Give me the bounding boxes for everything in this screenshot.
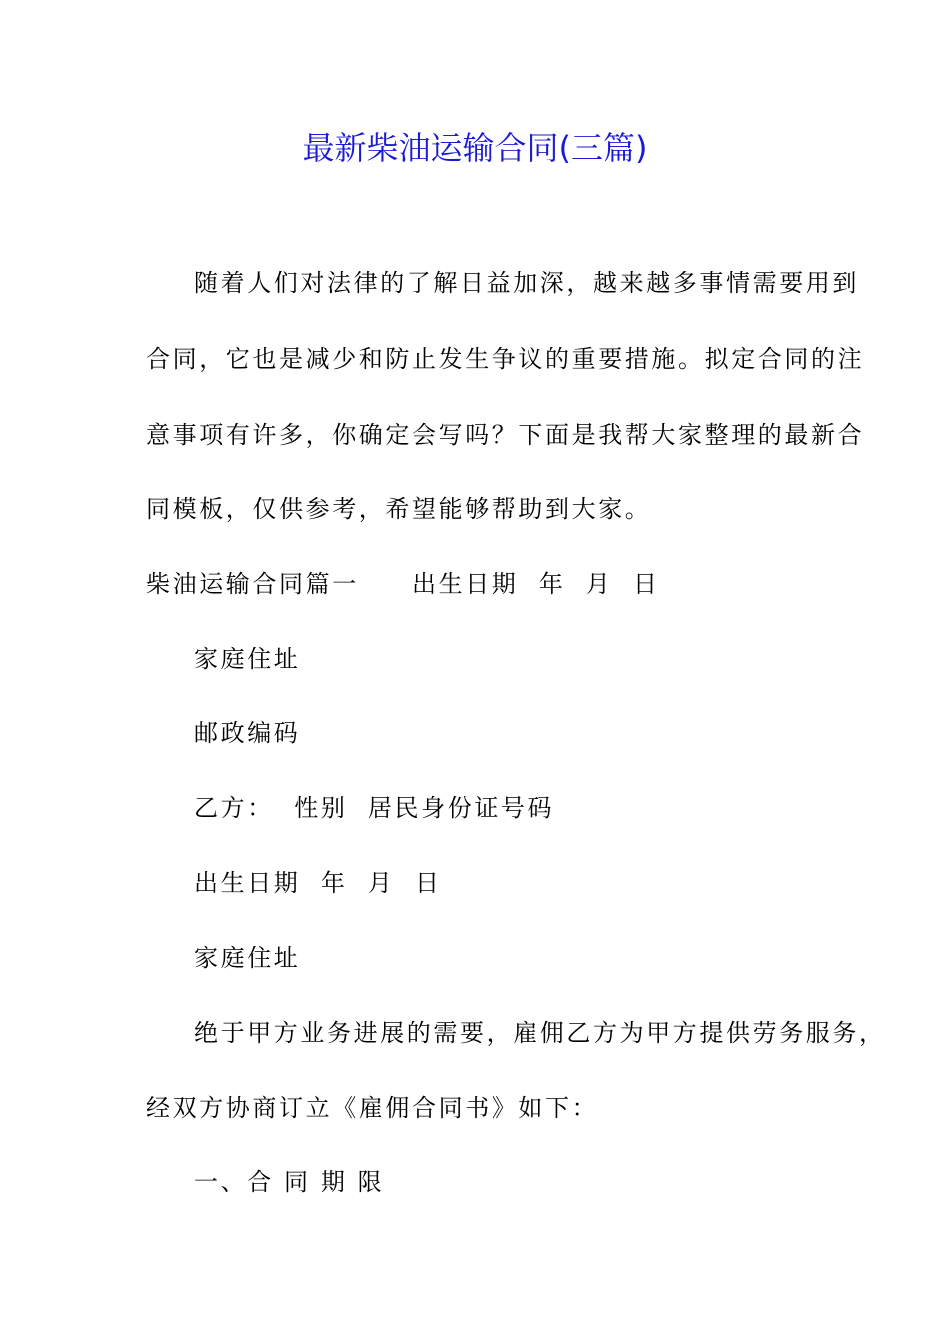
paragraph-line: 意事项有许多，你确定会写吗？下面是我帮大家整理的最新合 <box>146 421 865 449</box>
field-line: 家庭住址 <box>194 645 301 673</box>
clause-heading: 一、合 同 期 限 <box>194 1168 385 1196</box>
paragraph-line: 经双方协商订立《雇佣合同书》如下： <box>146 1094 599 1122</box>
paragraph-line: 随着人们对法律的了解日益加深，越来越多事情需要用到 <box>194 269 859 297</box>
document-title: 最新柴油运输合同(三篇) <box>302 129 648 167</box>
paragraph-line: 同模板，仅供参考，希望能够帮助到大家。 <box>146 495 652 523</box>
field-line: 乙方： 性别 居民身份证号码 <box>194 794 555 822</box>
paragraph-line: 绝于甲方业务进展的需要，雇佣乙方为甲方提供劳务服务， <box>194 1019 886 1047</box>
section-heading-line: 柴油运输合同篇一 出生日期 年 月 日 <box>146 570 660 598</box>
field-line: 邮政编码 <box>194 719 301 747</box>
field-line: 出生日期 年 月 日 <box>194 869 442 897</box>
field-line: 家庭住址 <box>194 944 301 972</box>
paragraph-line: 合同，它也是减少和防止发生争议的重要措施。拟定合同的注 <box>146 345 865 373</box>
